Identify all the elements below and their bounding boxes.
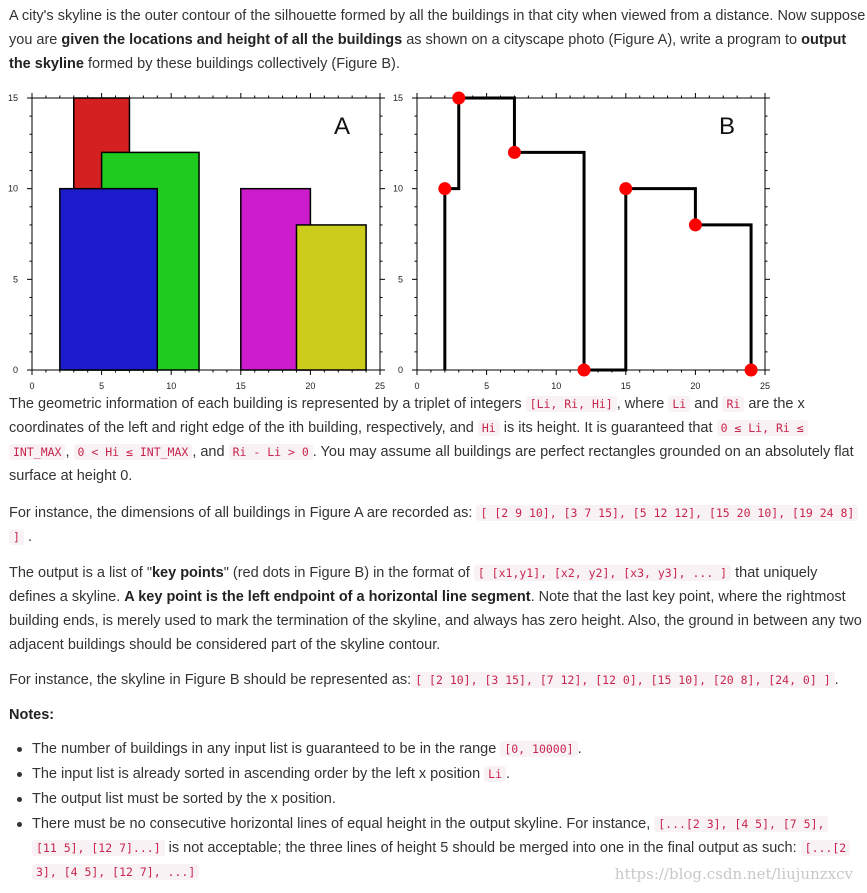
key-point [689,218,702,231]
para-text: surface at height 0. [9,468,133,484]
list-item [32,762,510,786]
para-text: . [23,529,32,545]
figure-b-xtick-label: 10 [551,381,562,391]
inline-code: Hi [478,420,500,436]
notes-heading-text: Notes: [9,707,55,723]
inline-code: 3], [4 5], [12 7], ...] [32,864,199,880]
key-point [452,92,465,105]
figure-b-plot [393,92,770,392]
inline-code: [ [2 10], [3 15], [7 12], [12 0], [15 10], [20 8], [24, 0] ] [411,672,834,688]
figure-b-xtick-label: 20 [690,381,701,391]
figure-a-label: A [333,113,351,140]
intro-text: A city's skyline is the outer contour of the silhouette formed by all the buildings in that city when viewed from a distance. Now suppose [9,8,866,24]
inline-code: [...[2 3], [4 5], [7 5], [654,816,828,832]
list-item [32,737,582,761]
intro-text: formed by these buildings collectively (Figure B). [83,56,400,72]
para-text: are the x [744,396,805,412]
note-text: is not acceptable; the three lines of height 5 should be merged into one in the final output as such: [164,840,801,856]
note-text: The output list must be sorted by the x position. [32,791,336,807]
para-text: The output is a list of " [9,565,152,581]
para-bold: A key point is the left endpoint of a horizontal line segment [124,589,531,605]
list-item [32,787,336,811]
para-text: . You may assume all buildings are perfect rectangles grounded on an absolutely flat [312,444,854,460]
key-point [508,146,521,159]
inline-code: 0 ≤ Li, Ri ≤ [717,420,808,436]
watermark: https://blog.csdn.net/liujunzxcv [614,865,853,883]
intro-bold: the skyline [9,56,84,72]
key-point [438,182,451,195]
building-blue [60,189,157,370]
inline-code: Ri [722,396,744,412]
para-text: " (red dots in Figure B) in the format of [223,565,474,581]
para-text: For instance, the skyline in Figure B should be represented as: [9,672,412,688]
note-text: There must be no consecutive horizontal lines of equal height in the output skyline. For instance, [32,816,655,832]
figure-a-ytick-label: 15 [7,93,18,103]
intro-bold: given the locations and height of all the buildings [61,32,403,48]
para-bold: key points [151,565,224,581]
note-text: . [506,766,511,782]
inline-code: [ [x1,y1], [x2, y2], [x3, y3], ... ] [474,565,731,581]
para-text: adjacent buildings should be considered part of the skyline contour. [9,637,441,653]
para-text: coordinates of the left and right edge of the ith building, respectively, and [9,420,478,436]
para-text: The geometric information of each building is represented by a triplet of integers [9,396,526,412]
intro-text: as shown on a cityscape photo (Figure A), write a program to [402,32,802,48]
para-text: , where [616,396,669,412]
figure-b-xtick-label: 5 [484,381,490,391]
note-text: The number of buildings in any input list is guaranteed to be in the range [32,741,501,757]
figure-b-ytick-label: 10 [392,183,403,194]
figure-a-xtick-label: 0 [29,381,35,391]
example-input-paragraph [9,501,859,549]
intro-paragraph [9,4,866,76]
figure-a-ytick-label: 0 [12,365,18,375]
inline-code: [11 5], [12 7]...] [32,840,165,856]
building-yellow [296,225,366,370]
para-text: is its height. It is guaranteed that [499,420,717,436]
figure-a-xtick-label: 25 [374,381,386,391]
key-point [619,182,632,195]
figure-b-xtick-label: 25 [759,381,771,391]
figure-a-plot [8,93,385,391]
example-output-paragraph [9,668,859,692]
inline-code: [0, 10000] [500,741,577,757]
figure-b-ytick-label: 0 [397,365,403,375]
skyline-line [445,98,751,370]
figure-a-ytick-label: 10 [7,183,18,194]
para-text: , [65,444,74,460]
note-text: The input list is already sorted in ascending order by the left x position [32,766,485,782]
figure-b-xtick-label: 15 [620,381,631,391]
figure-a-xtick-label: 5 [99,381,105,391]
figure-a-ytick-label: 5 [12,274,18,285]
inline-code: [Li, Ri, Hi] [526,396,617,412]
para-text: For instance, the dimensions of all buildings in Figure A are recorded as: [9,505,477,521]
para-text: . Note that the last key point, where the rightmost [530,589,846,605]
para-text: building ends, is merely used to mark the termination of the skyline, and always has zero height. Also, the ground in between any two [9,613,862,629]
figure-b-label: B [718,113,736,140]
figure-b-ytick-label: 15 [392,93,403,103]
key-point [745,364,758,377]
inline-code: Li [484,766,506,782]
para-text: , and [192,444,229,460]
intro-bold: output [801,32,847,48]
intro-text: you are [9,32,62,48]
figure-b-frame [417,98,765,370]
inline-code: ] [9,529,24,545]
para-text: . [834,672,839,688]
key-point [578,364,591,377]
inline-code: [...[2 [801,840,851,856]
para-text: defines a skyline. [9,589,125,605]
note-text: . [577,741,582,757]
inline-code: 0 < Hi ≤ INT_MAX [74,444,193,460]
para-text: and [690,396,723,412]
skyline-figure [0,80,867,395]
figure-a-xtick-label: 20 [305,381,316,391]
inline-code: Ri - Li > 0 [229,444,313,460]
definition-paragraph [9,392,859,488]
inline-code: [ [2 9 10], [3 7 15], [5 12 12], [15 20 10], [19 24 8] [476,505,858,521]
figure-b-xtick-label: 0 [414,381,420,391]
inline-code: Li [668,396,690,412]
inline-code: INT_MAX [9,444,65,460]
figure-b-ytick-label: 5 [397,274,403,285]
para-text: that uniquely [731,565,818,581]
output-format-paragraph [9,561,862,657]
figure-a-xtick-label: 10 [166,381,177,391]
notes-heading [9,703,859,727]
figure-a-xtick-label: 15 [235,381,246,391]
